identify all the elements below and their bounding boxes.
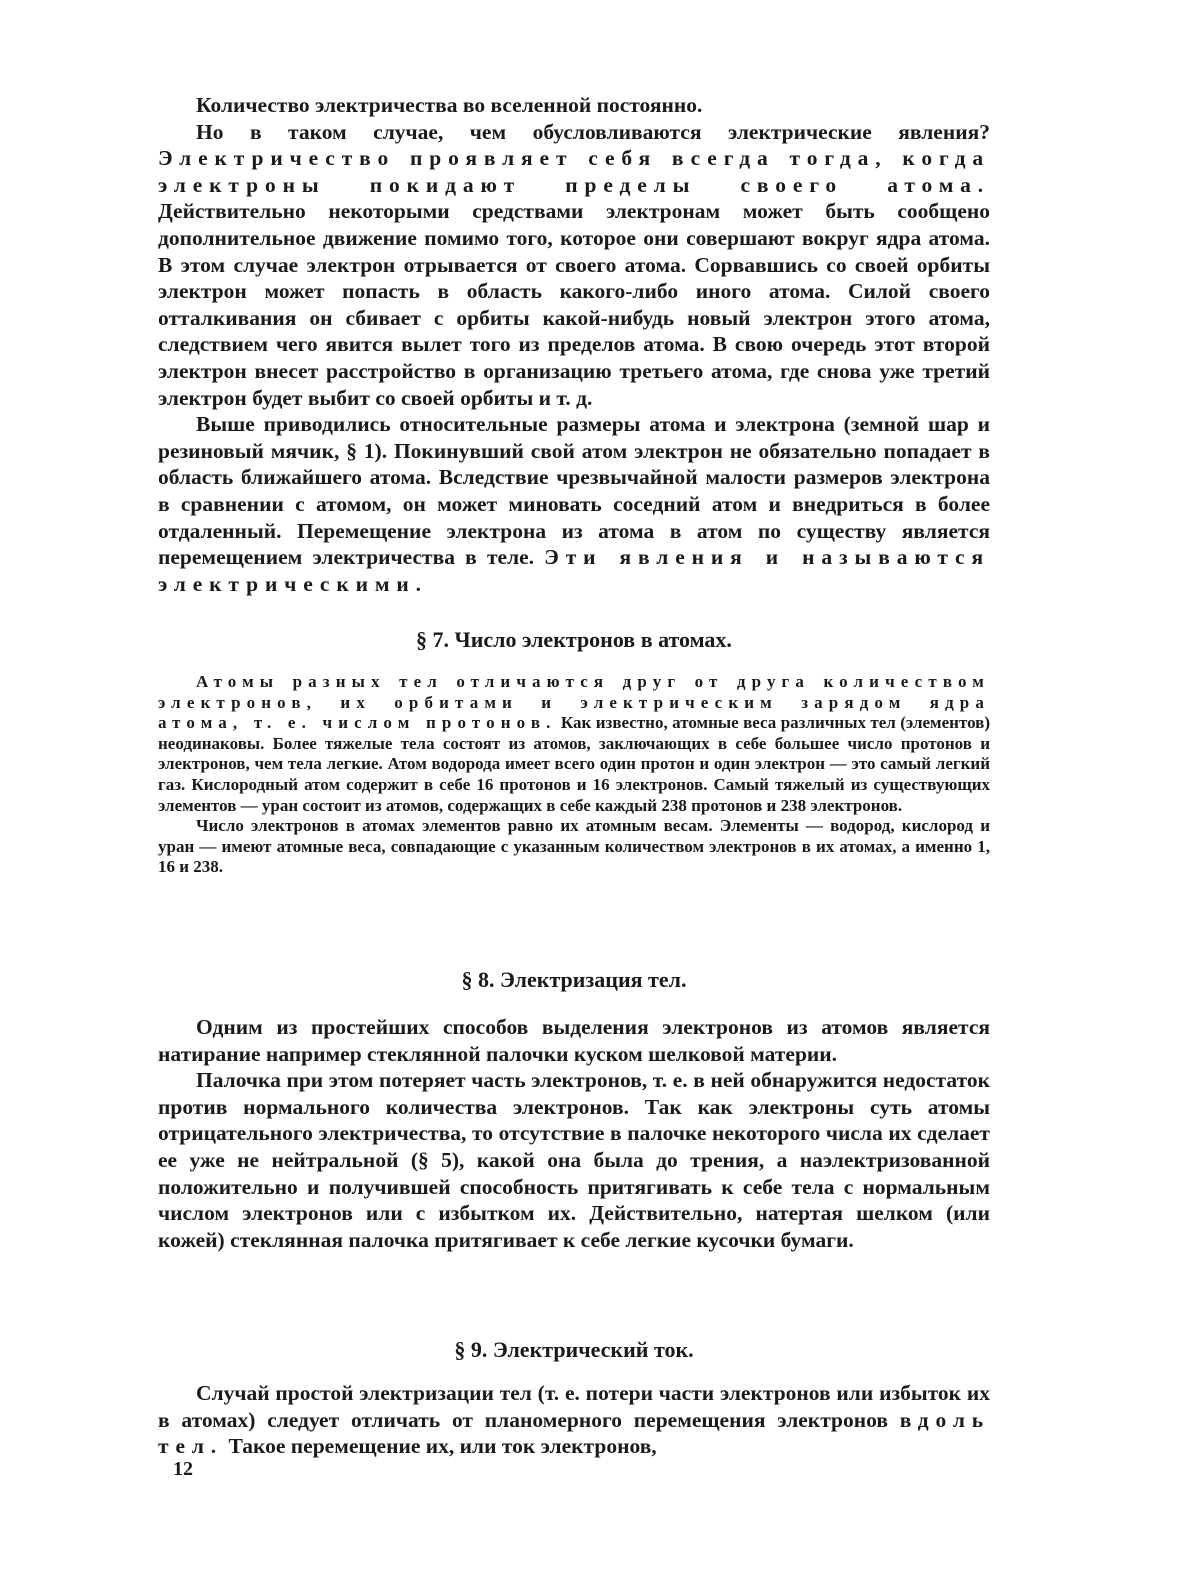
section-7: [158, 626, 990, 878]
section-7-emphasis: Атомы разных тел отличаются друг от друга количеством электронов, их орбитами и электрическим зарядом ядра атома, т. е. числом протонов.: [158, 672, 990, 733]
section-7-paragraph-1: [158, 672, 990, 816]
section-7-paragraph-1-body: Как известно, атомные веса различных тел (элементов) неодинаковы. Более тяжелые тела состоят из атомов, заключающих в себе большее число протонов и электронов, чем тела легкие. Атом водорода имеет всего один протон и один электрон — это самый легкий газ. Кислородный атом содержит в себе 16 протонов и 16 электронов. Самый тяжелый из существующих элементов — уран состоит из атомов, содержащих в себе каждый 238 протонов и 238 электронов.: [158, 713, 990, 815]
section-9-emphasis: вдоль тел.: [158, 1407, 991, 1459]
section-8-title: § 8. Электризация тел.: [461, 967, 687, 992]
section-8-paragraph-2: Палочка при этом потеряет часть электронов, т. е. в ней обнаружится недостаток против нормального количества электронов. Так как электроны суть атомы отрицательного электричества, то отсутствие в палочке некоторого числа их сделает ее уже не нейтральной (§ 5), какой она была до трения, а наэлектризованной положительно и получившей способность притягивать к себе тела с нормальным числом электронов или с избытком их. Действительно, натертая шелком (или кожей) стеклянная палочка притягивает к себе легкие кусочки бумаги.: [158, 1068, 990, 1252]
intro-paragraph-2-question: Но в таком случае, чем обусловливаются электрические явления?: [196, 119, 990, 144]
intro-paragraph-3-body: Выше приводились относительные размеры атома и электрона (земной шар и резиновый мячик, § 1). Покинувший свой атом электрон не обязательно попадает в область ближайшего атома. Вследствие чрезвычайной малости размеров электрона в сравнении с атомом, он может миновать соседний атом и внедриться в более отдаленный. Перемещение электрона из атома в атом по существу является перемещением электричества в теле.: [158, 412, 990, 570]
section-8-paragraph-1: Одним из простейших способов выделения электронов из атомов является натирание например стеклянной палочки куском шелковой материи.: [158, 1015, 990, 1066]
section-9-paragraph-1-body: Случай простой электризации тел (т. е. потери части электронов или избыток их в атомах) следует отличать от планомерного перемещения электронов: [158, 1381, 990, 1432]
section-9-paragraph-1-end: Такое перемещение их, или ток электронов,: [228, 1434, 657, 1459]
page-number: 12: [173, 1458, 193, 1480]
intro-paragraph-3: [158, 411, 990, 597]
intro-paragraph-1: Количество электричества во вселенной постоянно.: [196, 93, 703, 117]
section-9-title: § 9. Электрический ток.: [454, 1337, 694, 1362]
intro-paragraph-3-emphasis: Эти явления и называются электрическими.: [158, 545, 990, 596]
section-8: [158, 966, 990, 1253]
section-7-title: § 7. Число электронов в атомах.: [416, 627, 732, 652]
intro-paragraph-2: [158, 119, 990, 412]
intro-paragraph-2-body: Действительно некоторыми средствами электронам может быть сообщено дополнительное движение помимо того, которое они совершают вокруг ядра атома. В этом случае электрон отрывается от своего атома. Сорвавшись со своей орбиты электрон может попасть в область какого-либо иного атома. Силой своего отталкивания он сбивает с орбиты какой-нибудь новый электрон этого атома, следствием чего явится вылет того из пределов атома. В свою очередь этот второй электрон внесет расстройство в организацию третьего атома, где снова уже третий электрон будет выбит со своей орбиты и т. д.: [158, 199, 990, 410]
intro-paragraph-2-emphasis: Электричество проявляет себя всегда тогда, когда электроны покидают пределы своего атома.: [158, 146, 990, 197]
section-9: [158, 1336, 990, 1460]
section-9-paragraph-1: [158, 1380, 990, 1460]
section-7-paragraph-2: Число электронов в атомах элементов равно их атомным весам. Элементы — водород, кислород и уран — имеют атомные веса, совпадающие с указанным количеством электронов в их атомах, а именно 1, 16 и 238.: [158, 816, 990, 877]
intro-block: [158, 92, 990, 597]
